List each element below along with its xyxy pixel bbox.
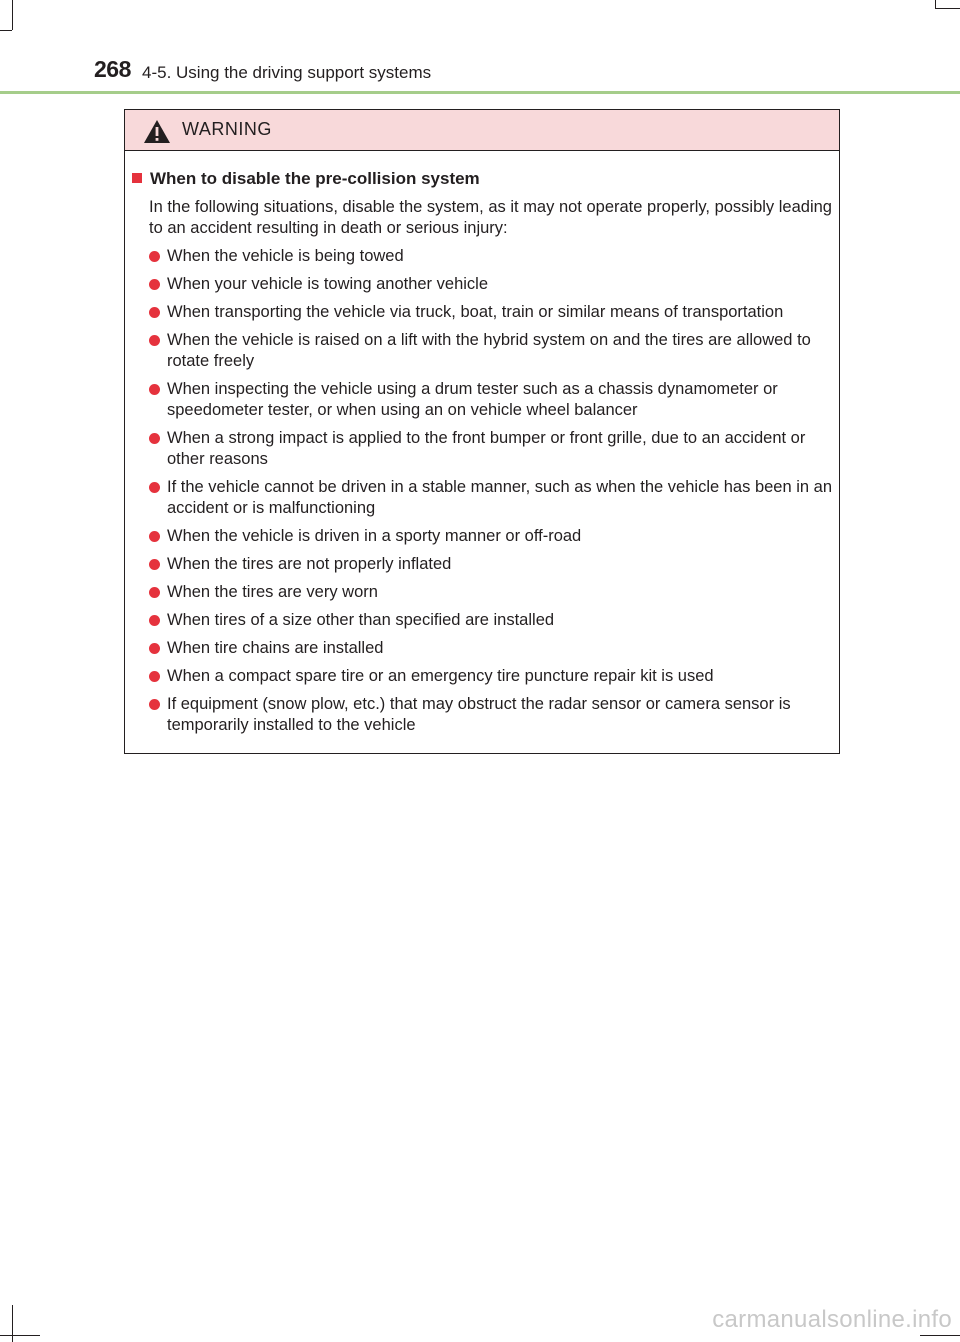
red-dot-icon (149, 384, 160, 395)
list-item (149, 582, 833, 603)
list-item-text: When the vehicle is driven in a sporty manner or off-road (167, 527, 582, 545)
crop-mark-top-right-h (935, 8, 960, 9)
red-dot-icon (149, 433, 160, 444)
list-item (149, 694, 833, 736)
list-item (149, 379, 833, 421)
red-square-icon (132, 173, 142, 183)
red-dot-icon (149, 643, 160, 654)
red-dot-icon (149, 615, 160, 626)
list-item (149, 246, 833, 267)
list-item-text: If the vehicle cannot be driven in a stable manner, such as when the vehicle has been in an accident or is malfunctioning (167, 478, 833, 517)
crop-mark-bottom-left-v (12, 1305, 13, 1342)
page-number: 268 (94, 56, 131, 82)
warning-triangle-icon (143, 119, 171, 144)
red-dot-icon (149, 531, 160, 542)
red-dot-icon (149, 482, 160, 493)
header-rule (0, 91, 960, 94)
list-item (149, 477, 833, 519)
crop-mark-bottom-left-h (0, 1335, 40, 1336)
list-item-text: When tire chains are installed (167, 639, 384, 657)
list-item-text: When the tires are very worn (167, 583, 378, 601)
list-item (149, 554, 833, 575)
red-dot-icon (149, 335, 160, 346)
list-item-text: When your vehicle is towing another vehicle (167, 275, 489, 293)
crop-mark-top-right-v (935, 0, 936, 8)
list-item-text: If equipment (snow plow, etc.) that may obstruct the radar sensor or camera sensor is temporarily installed to the vehicle (167, 695, 791, 734)
list-item-text: When the vehicle is being towed (167, 247, 404, 265)
subheading (132, 169, 480, 189)
warning-label: WARNING (182, 119, 272, 139)
list-item-text: When the vehicle is raised on a lift with the hybrid system on and the tires are allowed to rotate freely (167, 331, 811, 370)
list-item (149, 666, 833, 687)
crop-mark-top-left-v (12, 0, 13, 30)
warning-box (124, 109, 840, 754)
subheading-text: When to disable the pre-collision system (150, 169, 480, 188)
list-item (149, 428, 833, 470)
list-item-text: When the tires are not properly inflated (167, 555, 452, 573)
list-item (149, 610, 833, 631)
intro-paragraph: In the following situations, disable the system, as it may not operate properly, possibly leading to an accident resulting in death or serious injury: (149, 198, 832, 237)
red-dot-icon (149, 251, 160, 262)
crop-mark-top-left-h (0, 30, 12, 31)
red-dot-icon (149, 559, 160, 570)
list-item-text: When tires of a size other than specified are installed (167, 611, 555, 629)
list-item (149, 302, 833, 323)
list-item (149, 638, 833, 659)
list-item-text: When a strong impact is applied to the front bumper or front grille, due to an accident or other reasons (167, 429, 806, 468)
list-item (149, 526, 833, 547)
list-item (149, 330, 833, 372)
red-dot-icon (149, 699, 160, 710)
list-item (149, 274, 833, 295)
section-title: 4-5. Using the driving support systems (142, 63, 432, 82)
red-dot-icon (149, 671, 160, 682)
list-item-text: When transporting the vehicle via truck, boat, train or similar means of transportation (167, 303, 784, 321)
list-item-text: When inspecting the vehicle using a drum tester such as a chassis dynamometer or speedometer tester, or when using an on vehicle wheel balancer (167, 380, 778, 419)
red-dot-icon (149, 307, 160, 318)
watermark: carmanualsonline.info (712, 1306, 952, 1333)
list-item-text: When a compact spare tire or an emergency tire puncture repair kit is used (167, 667, 714, 685)
warning-header (125, 110, 839, 151)
red-dot-icon (149, 279, 160, 290)
crop-mark-bottom-right-h (920, 1335, 960, 1336)
red-dot-icon (149, 587, 160, 598)
